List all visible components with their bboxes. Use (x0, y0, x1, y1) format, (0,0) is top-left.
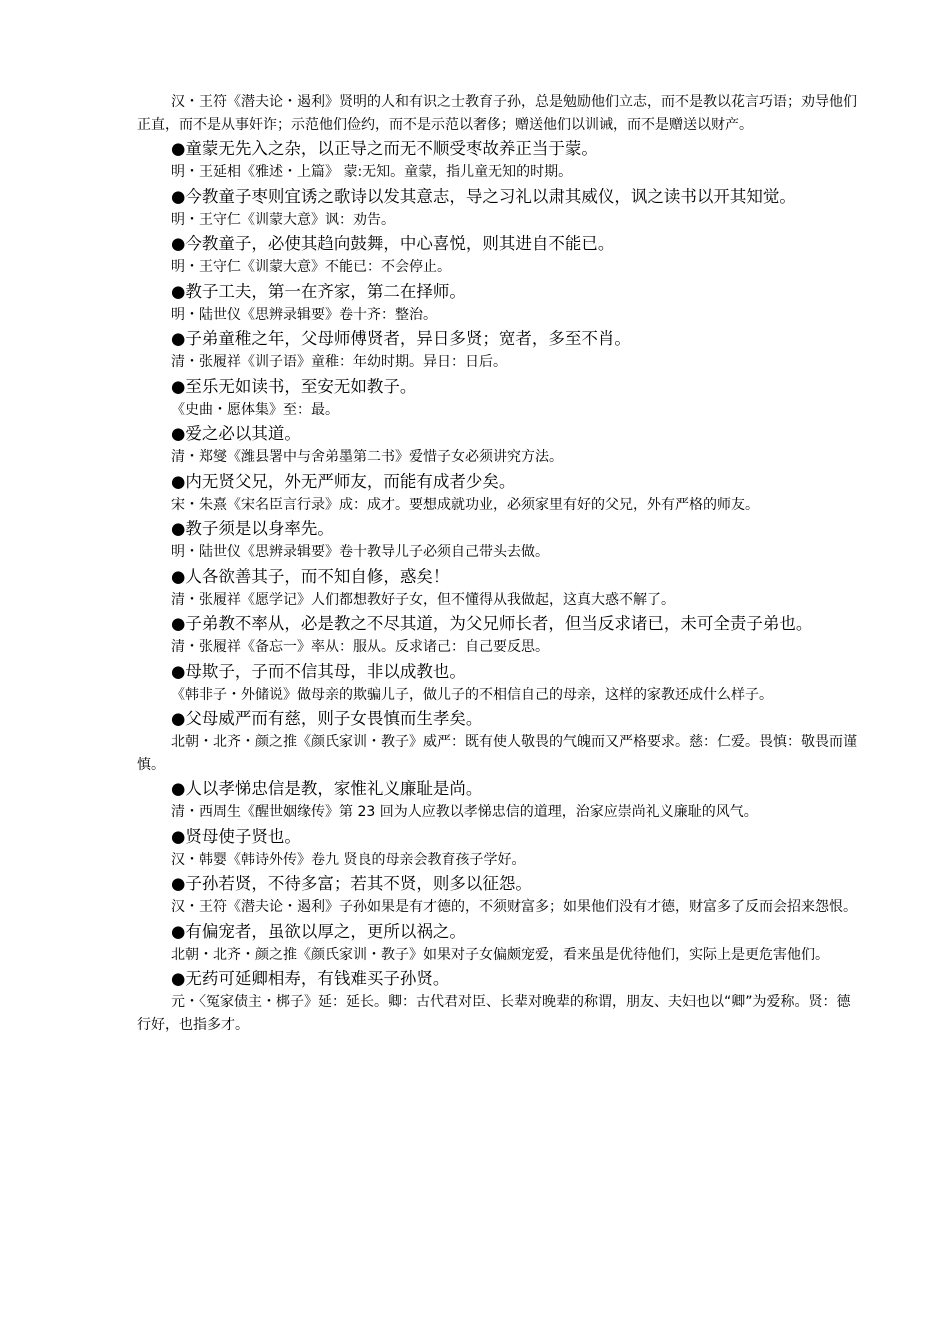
quotation: ●教子须是以身率先。 (171, 519, 334, 538)
quotation: ●子弟教不率从，必是教之不尽其道，为父兄师长者，但当反求诸已，未可全责子弟也。 (171, 614, 813, 633)
annotation: 明・王延相《雅述・上篇》 蒙:无知。童蒙，指儿童无知的时期。 (171, 164, 573, 180)
quotation: ●子孙若贤，不待多富；若其不贤，则多以征怨。 (171, 874, 532, 893)
quotation: ●子弟童稚之年，父母师傅贤者，异日多贤；宽者，多至不肖。 (171, 329, 631, 348)
quotation: ●教子工夫，第一在齐家，第二在择师。 (171, 281, 466, 301)
annotation: 明・陆世仪《思辨录辑要》卷十齐：整治。 (171, 306, 437, 323)
annotation: 明・王守仁《训蒙大意》不能已：不会停止。 (171, 259, 451, 275)
document-body (137, 91, 863, 1036)
annotation: 汉・韩婴《韩诗外传》卷九 贤良的母亲会教育孩子学好。 (171, 851, 526, 868)
annotation: 汉・王符《潜夫论・遏利》贤明的人和有识之士教育子孙，总是勉励他们立志，而不是教以花言巧语；劝导他们正直，而不是从事奸诈；示范他们俭约，而不是示范以奢侈；赠送他们以训诫，而不是赠送以财产。 (137, 94, 857, 133)
quotation: ●今教童子，必使其趋向鼓舞，中心喜悦，则其进自不能已。 (171, 234, 615, 253)
quotation: ●母欺子，子而不信其母，非以成教也。 (171, 661, 466, 681)
annotation: 清・张履祥《备忘一》率从：服从。反求诸己：自己要反思。 (171, 639, 549, 655)
quotation: ●贤母使子贤也。 (171, 826, 301, 846)
quotation: ●爱之必以其道。 (171, 424, 301, 443)
quotation: ●人各欲善其子，而不知自修，惑矣！ (171, 566, 450, 586)
annotation: 清・西周生《醒世姻缘传》第 23 回为人应教以孝悌忠信的道理，治家应崇尚礼义廉耻的风气。 (171, 804, 758, 820)
quotation: ●有偏宠者，虽欲以厚之，更所以祸之。 (171, 921, 466, 941)
annotation: 北朝・北齐・颜之推《颜氏家训・教子》威严：既有使人敬畏的气魄而又严格要求。慈：仁爱。畏慎：敬畏而谨慎。 (137, 734, 857, 773)
quotation: ●父母威严而有慈，则子女畏慎而生孝矣。 (171, 709, 483, 728)
annotation: 清・郑燮《潍县署中与舍弟墨第二书》爱惜子女必须讲究方法。 (171, 449, 563, 465)
annotation: 宋・朱熹《宋名臣言行录》成：成才。要想成就功业，必须家里有好的父兄，外有严格的师友。 (171, 496, 759, 513)
quotation: ●内无贤父兄，外无严师友，而能有成者少矣。 (171, 471, 516, 491)
annotation: 《史曲・愿体集》至：最。 (171, 401, 339, 418)
annotation: 汉・王符《潜夫论・遏利》子孙如果是有才德的，不须财富多；如果他们没有才德，财富多了反而会招来怨恨。 (171, 899, 857, 915)
annotation: 北朝・北齐・颜之推《颜氏家训・教子》如果对子女偏颇宠爱，看来虽是优待他们，实际上是更危害他们。 (171, 946, 829, 963)
quotation: ●至乐无如读书，至安无如教子。 (171, 376, 417, 396)
annotation: 明・王守仁《训蒙大意》讽：劝告。 (171, 211, 395, 228)
annotation: 元・〈冤家债主・梆子》延：延长。卿：古代君对臣、长辈对晚辈的称谓，朋友、夫妇也以“卿”为爱称。贤：德行好，也指多才。 (137, 994, 851, 1033)
quotation: ●今教童子枣则宜诱之歌诗以发其意志，导之习礼以肃其威仪，讽之读书以开其知觉。 (171, 186, 796, 206)
annotation: 清・张履祥《训子语》童稚：年幼时期。异日：日后。 (171, 354, 507, 370)
annotation: 清・张履祥《愿学记》人们都想教好子女，但不懂得从我做起，这真大惑不解了。 (171, 591, 675, 608)
annotation: 《韩非子・外储说》做母亲的欺骗儿子，做儿子的不相信自己的母亲，这样的家教还成什么样子。 (171, 686, 773, 703)
quotation: ●童蒙无先入之杂，以正导之而无不顺受枣故养正当于蒙。 (171, 139, 598, 158)
annotation: 明・陆世仪《思辨录辑要》卷十教导儿子必须自己带头去做。 (171, 544, 549, 560)
quotation: ●人以孝悌忠信是教，家惟礼义廉耻是尚。 (171, 779, 483, 798)
quotation: ●无药可延卿相寿，有钱难买子孙贤。 (171, 969, 450, 988)
